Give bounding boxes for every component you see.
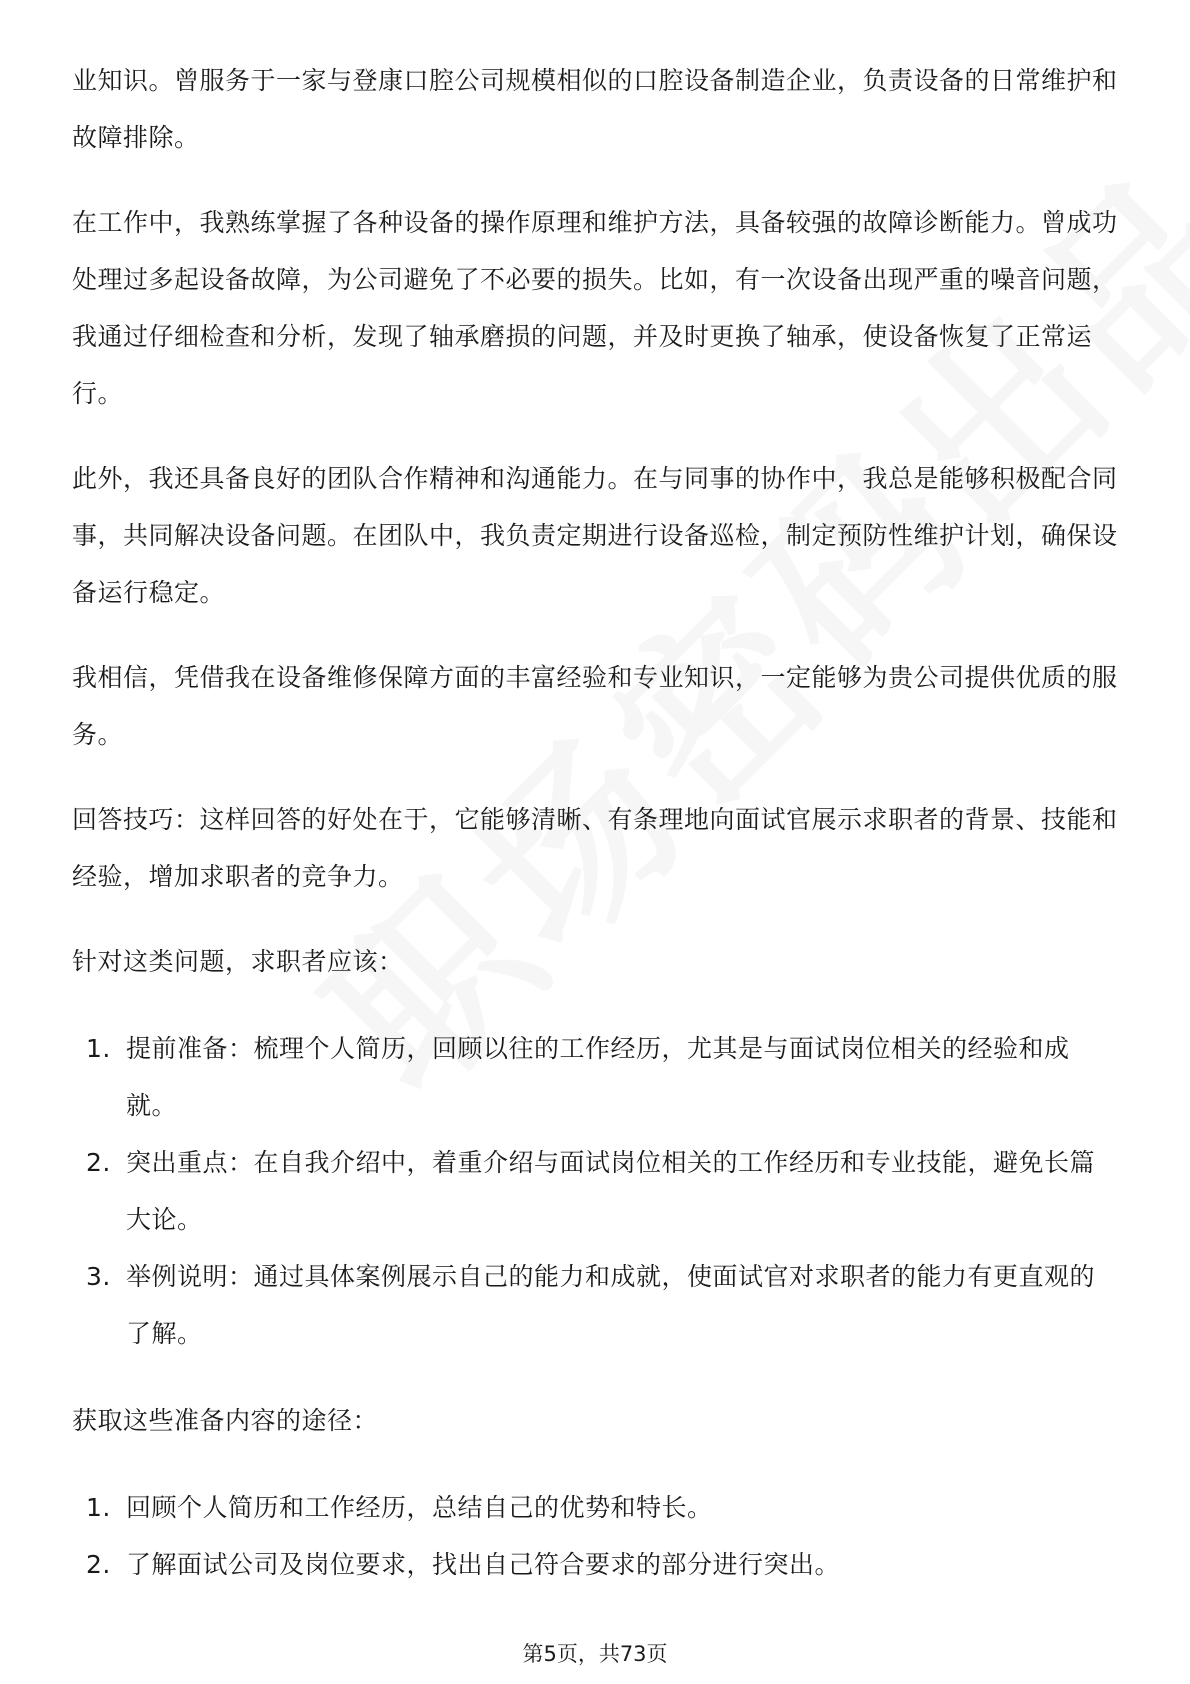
list-number: 1.: [86, 1493, 111, 1522]
list-item: [72, 1020, 1118, 1134]
list-item-text: 举例说明：通过具体案例展示自己的能力和成就，使面试官对求职者的能力有更直观的了解。: [126, 1262, 1096, 1348]
page-number-footer: 第5页，共73页: [522, 1642, 668, 1666]
paragraph-sources-heading: 获取这些准备内容的途径：: [72, 1406, 379, 1435]
paragraph-teamwork: 此外，我还具备良好的团队合作精神和沟通能力。在与同事的协作中，我总是能够积极配合同事，共同解决设备问题。在团队中，我负责定期进行设备巡检，制定预防性维护计划，确保设备运行稳定。: [72, 464, 1118, 607]
list-number: 1.: [86, 1034, 111, 1063]
paragraph-intro-continuation: 业知识。曾服务于一家与登康口腔公司规模相似的口腔设备制造企业，负责设备的日常维护和故障排除。: [72, 66, 1118, 152]
sources-list: [72, 1479, 1118, 1593]
paragraph-work-experience: 在工作中，我熟练掌握了各种设备的操作原理和维护方法，具备较强的故障诊断能力。曾成功处理过多起设备故障，为公司避免了不必要的损失。比如，有一次设备出现严重的噪音问题，我通过仔细检查和分析，发现了轴承磨损的问题，并及时更换了轴承，使设备恢复了正常运行。: [72, 208, 1118, 408]
list-item: [72, 1134, 1118, 1248]
list-item: [72, 1248, 1118, 1362]
list-number: 3.: [86, 1262, 111, 1291]
list-item: [72, 1479, 1118, 1536]
paragraph-conclusion: 我相信，凭借我在设备维修保障方面的丰富经验和专业知识，一定能够为贵公司提供优质的服务。: [72, 663, 1118, 749]
list-number: 2.: [86, 1148, 111, 1177]
list-number: 2.: [86, 1550, 111, 1579]
list-item-text: 提前准备：梳理个人简历，回顾以往的工作经历，尤其是与面试岗位相关的经验和成就。: [126, 1034, 1070, 1120]
list-item: [72, 1536, 1118, 1593]
advice-list: [72, 1020, 1118, 1362]
paragraph-answer-tips: 回答技巧：这样回答的好处在于，它能够清晰、有条理地向面试官展示求职者的背景、技能和经验，增加求职者的竞争力。: [72, 805, 1118, 891]
list-item-text: 了解面试公司及岗位要求，找出自己符合要求的部分进行突出。: [126, 1550, 841, 1579]
list-item-text: 突出重点：在自我介绍中，着重介绍与面试岗位相关的工作经历和专业技能，避免长篇大论。: [126, 1148, 1096, 1234]
paragraph-advice-heading: 针对这类问题，求职者应该：: [72, 947, 404, 976]
list-item-text: 回顾个人简历和工作经历，总结自己的优势和特长。: [126, 1493, 713, 1522]
page-content: [72, 52, 1118, 1623]
